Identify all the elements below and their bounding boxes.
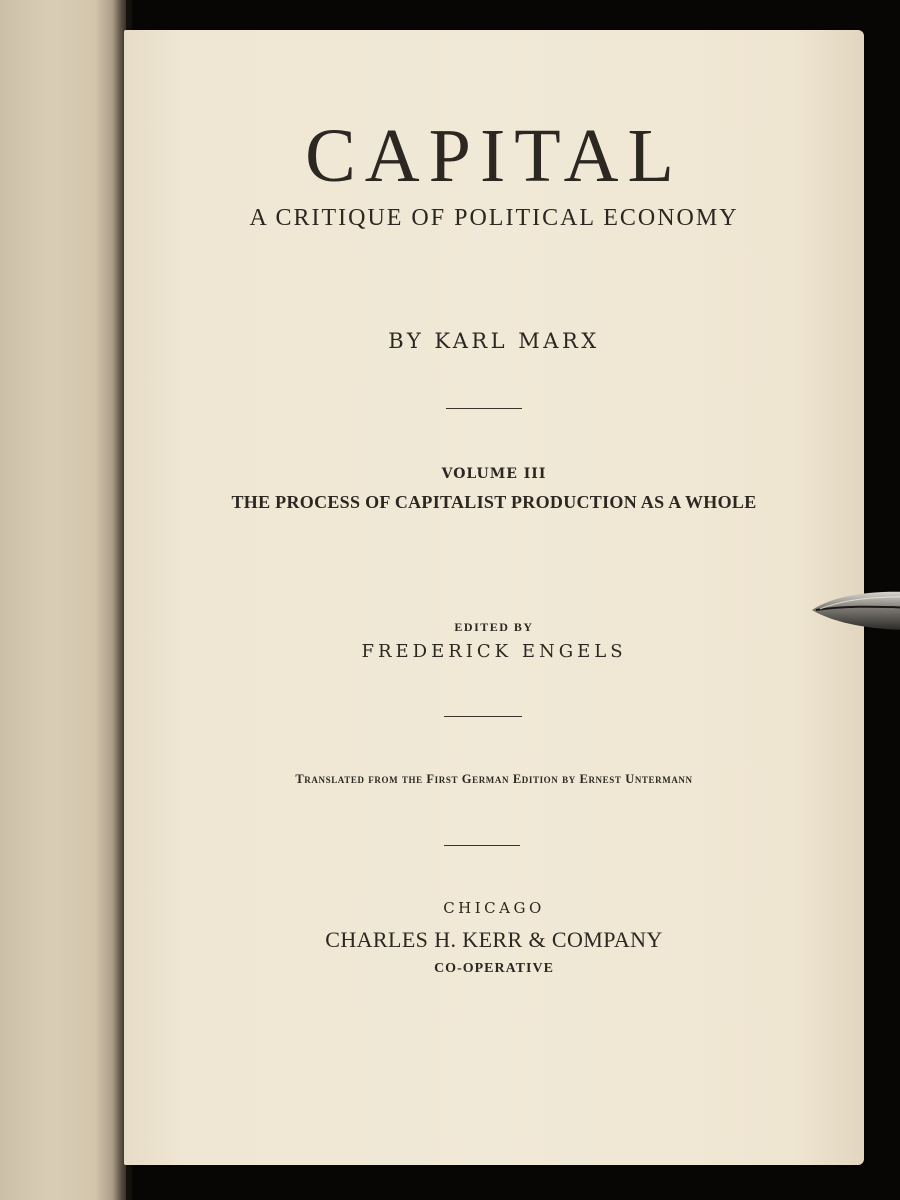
book-subtitle: A CRITIQUE OF POLITICAL ECONOMY [249, 205, 739, 231]
publisher-name: CHARLES H. KERR & COMPANY [325, 927, 663, 952]
left-facing-page [0, 0, 126, 1200]
book-title: CAPITAL [305, 114, 683, 198]
publisher-note: CO-OPERATIVE [434, 961, 554, 976]
page-marker-icon [812, 588, 900, 632]
publisher-city: CHICAGO [443, 899, 545, 917]
title-page [124, 30, 864, 1165]
volume-number: VOLUME III [441, 466, 547, 482]
divider-rule [444, 716, 522, 717]
edited-by-label: EDITED BY [454, 620, 534, 634]
author-name: BY KARL MARX [388, 329, 600, 353]
author-line [124, 329, 864, 353]
divider-rule [444, 845, 520, 846]
divider-rule [446, 408, 522, 409]
volume-subtitle: THE PROCESS OF CAPITALIST PRODUCTION AS A WHOLE [231, 492, 757, 512]
translator-note: Translated from the First German Edition by Ernest Untermann [295, 772, 693, 786]
editor-name: FREDERICK ENGELS [361, 641, 627, 662]
